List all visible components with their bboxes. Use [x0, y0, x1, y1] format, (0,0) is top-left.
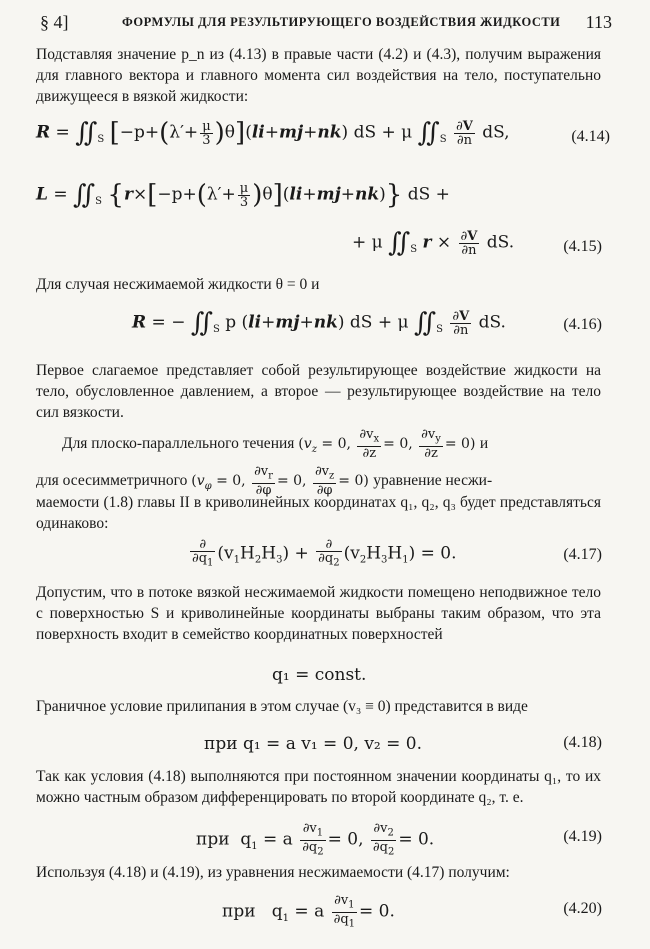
paragraph-8: Используя (4.18) и (4.19), из уравнения несжимаемости (4.17) получим:: [36, 864, 510, 881]
label-4-15: (4.15): [563, 238, 602, 255]
label-4-19: (4.19): [563, 828, 602, 845]
label-4-17: (4.17): [563, 546, 602, 563]
p4-line1-text: Для плоско-параллельного течения: [62, 434, 295, 452]
plane-flow-condition: ($v_z = 0$, $\frac{\partial v_x}{\partial z}$ = 0, $\frac{\partial v_y}{\partial z}$ = 0): [298, 427, 480, 461]
paragraph-3: Первое слагаемое представляет собой результирующее воздействие жидкости на тело, обусловленное давлением, а второе — результирующее воздействие на тело сил вязкости.: [36, 362, 601, 421]
equation-4-17: $\frac{\partial}{\partial q_1}$ $(v_1H_2H_3)$ + $\frac{\partial}{\partial q_2}$ $(v_2H_3H_1) = 0$.: [192, 537, 457, 569]
equation-4-16: R = − $∬_S$ p (li+mj+nk) dS + μ $∬_S$ $\frac{\partial V}{\partial n}$ dS.: [132, 308, 506, 338]
p4-line1-end: и: [479, 434, 489, 452]
label-4-14: (4.14): [571, 128, 610, 145]
p4-line2-start: для осесимметричного: [36, 471, 188, 489]
equation-4-19: при $q_1 = a$ $\frac{\partial v_1}{\partial q_2}$ = 0, $\frac{\partial v_2}{\partial q_2}$ = 0.: [196, 821, 435, 858]
label-4-18: (4.18): [563, 734, 602, 751]
p4-line2-end: уравнение несжи-: [373, 471, 493, 489]
paragraph-2: Для случая несжимаемой жидкости θ = 0 и: [36, 276, 320, 293]
paragraph-7: Так как условия (4.18) выполняются при постоянном значении координаты q₁, то их можно частным образом дифференцировать по второй координате q₂, т. е.: [36, 768, 601, 806]
label-4-20: (4.20): [563, 900, 602, 917]
equation-4-18: при q₁ = a v₁ = 0, v₂ = 0.: [204, 734, 423, 754]
equation-4-15-line1: $L = ∬_S$ {r×[−p+(λ′+ $\frac{\mu}{3}$ )θ](li+mj+nk)} dS +: [36, 180, 450, 210]
paragraph-5: Допустим, что в потоке вязкой несжимаемой жидкости помещено неподвижное тело с поверхностью S и криволинейные координаты выбраны таким образом, что эта поверхность входит в семейство координатных поверхностей: [36, 584, 601, 643]
equation-4-15-line2: + μ $∬_S$ r × $\frac{\partial V}{\partial n}$ dS.: [352, 228, 515, 258]
paragraph-4-line1: [62, 428, 602, 460]
equation-4-14: $R = ∬_S$ [−p+(λ′+ $\frac{\mu}{3}$ )θ](li+mj+nk) dS + μ $∬_S$ $\frac{\partial V}{\partial n}$ dS,: [36, 118, 510, 148]
running-header: [40, 12, 612, 34]
axisym-flow-condition: ($v_\varphi = 0$, $\frac{\partial v_r}{\partial\varphi}$ = 0, $\frac{\partial v_z}{\partial\varphi}$ = 0): [191, 464, 374, 498]
paragraph-6: Граничное условие прилипания в этом случае (v₃ ≡ 0) представится в виде: [36, 698, 528, 715]
equation-q1-const: q₁ = const.: [272, 665, 367, 685]
equation-4-20: при $q_1 = a$ $\frac{\partial v_1}{\partial q_1}$ = 0.: [222, 893, 395, 930]
running-title: ФОРМУЛЫ ДЛЯ РЕЗУЛЬТИРУЮЩЕГО ВОЗДЕЙСТВИЯ ЖИДКОСТИ: [122, 15, 561, 29]
label-4-16: (4.16): [563, 316, 602, 333]
section-mark: § 4]: [40, 12, 69, 32]
paragraph-4-rest: маемости (1.8) главы II в криволинейных координатах q₁, q₂, q₃ будет представляться одинаково:: [36, 494, 601, 532]
paragraph-1: Подставляя значение p_n из (4.13) в правые части (4.2) и (4.3), получим выражения для главного вектора и главного момента сил воздействия на тело, поступательно движущееся в вязкой жидкости:: [36, 46, 601, 105]
page-number: 113: [585, 12, 612, 32]
